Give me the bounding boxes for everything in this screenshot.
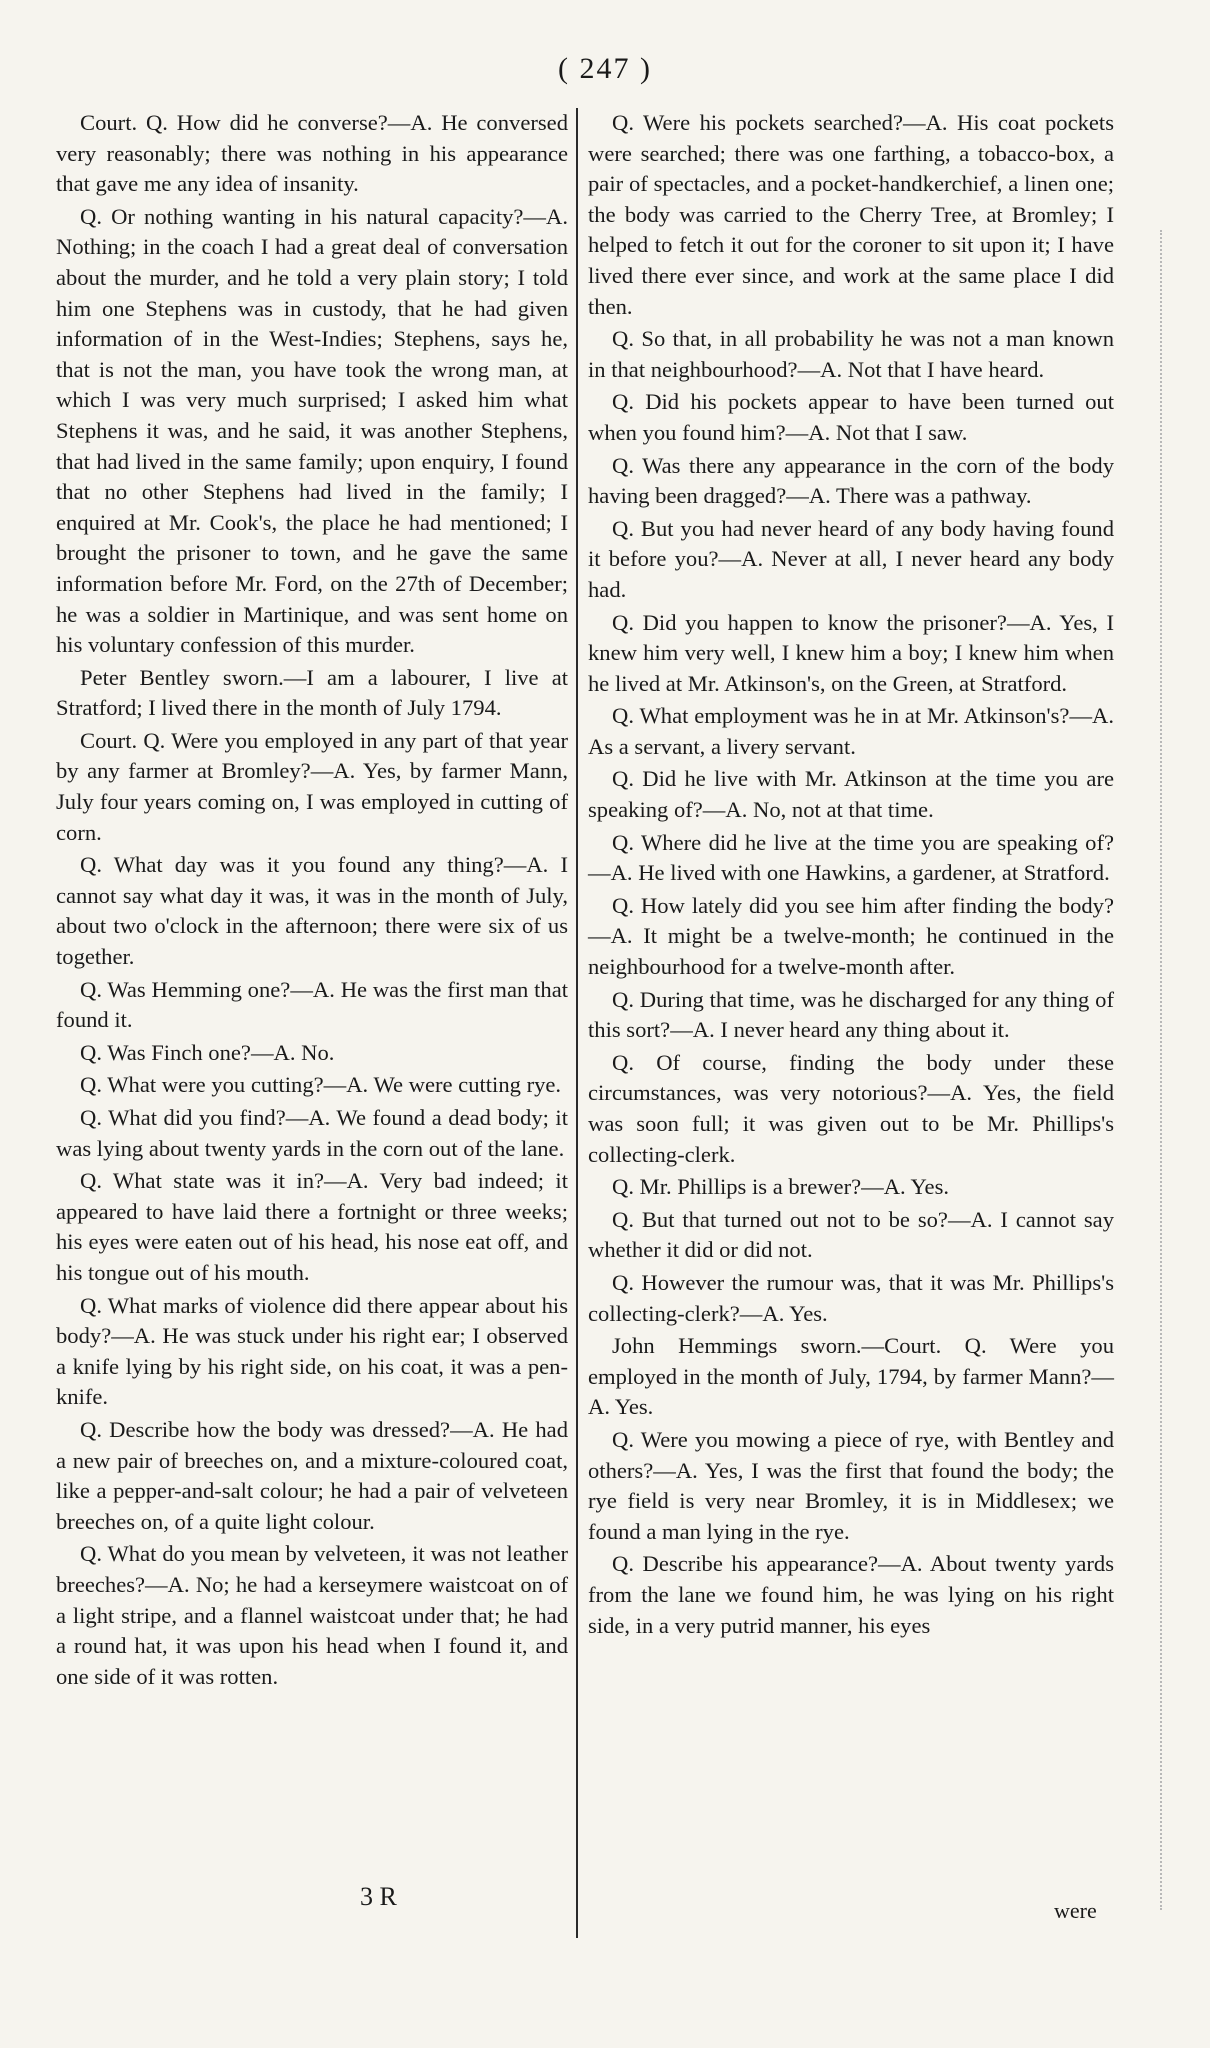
catchword: were	[1054, 1898, 1097, 1923]
paragraph: Q. Was there any appearance in the corn of the body having been dragged?—A. There was a pathway.	[588, 452, 1114, 509]
paragraph: Q. Of course, finding the body under these circumstances, was very notorious?—A. Yes, the field was soon full; it was given out to be Mr. Phillips's collecting-clerk.	[588, 1049, 1114, 1167]
paragraph: Q. Was Finch one?—A. No.	[80, 1039, 335, 1065]
paragraph: Q. Did he live with Mr. Atkinson at the time you are speaking of?—A. No, not at that time.	[588, 766, 1114, 823]
paragraph: Q. What employment was he in at Mr. Atkinson's?—A. As a servant, a livery servant.	[588, 703, 1114, 759]
paragraph: Q. Where did he live at the time you are speaking of?—A. He lived with one Hawkins, a gardener, at Stratford.	[588, 829, 1114, 886]
paragraph: Q. Mr. Phillips is a brewer?—A. Yes.	[612, 1174, 950, 1200]
left-column	[56, 108, 568, 1694]
paragraph: Q. What day was it you found any thing?—A. I cannot say what day it was, it was in the month of July, about two o'clock in the afternoon; there were six of us together.	[56, 852, 568, 970]
paragraph: Court. Q. How did he converse?—A. He conversed very reasonably; there was nothing in his appearance that gave me any idea of insanity.	[56, 110, 568, 197]
column-divider	[576, 108, 578, 1938]
paragraph: Q. Were his pockets searched?—A. His coat pockets were searched; there was one farthing, a tobacco-box, a pair of spectacles, and a pocket-handkerchief, a linen one; the body was carried to the Cherry Tree, at Bromley; I helped to fetch it out for the coroner to sit upon it; I have lived there ever since, and work at the same place I did then.	[588, 110, 1114, 319]
scan-edge-noise	[1160, 230, 1164, 1910]
paragraph: Q. But that turned out not to be so?—A. I cannot say whether it did or did not.	[588, 1206, 1114, 1263]
signature-mark: 3 R	[360, 1882, 397, 1911]
page-number: ( 247 )	[558, 52, 652, 85]
paragraph: Peter Bentley sworn.—I am a labourer, I live at Stratford; I lived there in the month of July 1794.	[56, 664, 568, 721]
paragraph: Q. How lately did you see him after finding the body?—A. It might be a twelve-month; he continued in the neighbourhood for a twelve-month after.	[588, 892, 1114, 980]
paragraph: Q. Was Hemming one?—A. He was the first man that found it.	[56, 976, 568, 1033]
paragraph: Q. Did his pockets appear to have been turned out when you found him?—A. Not that I saw.	[588, 389, 1114, 445]
right-column	[588, 108, 1114, 1643]
paragraph: Q. Or nothing wanting in his natural capacity?—A. Nothing; in the coach I had a great deal of conversation about the murder, and he told a very plain story; I told him one Stephens was in custody, that he had given information of in the West-Indies; Stephens, says he, that is not the man, you have took the wrong man, at which I was very much surprised; I asked him what Stephens it was, and he said, it was another Stephens, that had lived in the same family; upon enquiry, I found that no other Stephens had lived in the family; I enquired at Mr. Cook's, the place he had mentioned; I brought the prisoner to town, and he gave the same information before Mr. Ford, on the 27th of December; he was a soldier in Martinique, and was sent home on his voluntary confession of this murder.	[56, 203, 568, 658]
paragraph: Q. Describe how the body was dressed?—A. He had a new pair of breeches on, and a mixture-coloured coat, like a pepper-and-salt colour; he had a pair of velveteen breeches on, of a quite light colour.	[56, 1416, 568, 1534]
paragraph: Q. What did you find?—A. We found a dead body; it was lying about twenty yards in the corn out of the lane.	[56, 1105, 568, 1161]
paragraph: Q. Were you mowing a piece of rye, with Bentley and others?—A. Yes, I was the first that found the body; the rye field is very near Bromley, it is in Middlesex; we found a man lying in the rye.	[588, 1426, 1114, 1544]
paragraph: Q. What marks of violence did there appear about his body?—A. He was stuck under his right ear; I observed a knife lying by his right side, on his coat, it was a pen-knife.	[56, 1292, 568, 1410]
paragraph: Q. What do you mean by velveteen, it was not leather breeches?—A. No; he had a kerseymere waistcoat on of a light stripe, and a flannel waistcoat under that; he had a round hat, it was upon his head when I found it, and one side of it was rotten.	[56, 1541, 568, 1689]
paragraph: Q. During that time, was he discharged for any thing of this sort?—A. I never heard any thing about it.	[588, 986, 1114, 1043]
paragraph: Q. So that, in all probability he was not a man known in that neighbourhood?—A. Not that I have heard.	[588, 326, 1114, 382]
paragraph: Court. Q. Were you employed in any part of that year by any farmer at Bromley?—A. Yes, by farmer Mann, July four years coming on, I was employed in cutting of corn.	[56, 727, 568, 845]
paragraph: Q. Describe his appearance?—A. About twenty yards from the lane we found him, he was lying on his right side, in a very putrid manner, his eyes	[588, 1551, 1114, 1638]
paragraph: Q. What state was it in?—A. Very bad indeed; it appeared to have laid there a fortnight or three weeks; his eyes were eaten out of his head, his nose eat off, and his tongue out of his mouth.	[56, 1168, 568, 1285]
paragraph: John Hemmings sworn.—Court. Q. Were you employed in the month of July, 1794, by farmer Mann?—A. Yes.	[588, 1333, 1114, 1420]
paragraph: Q. But you had never heard of any body having found it before you?—A. Never at all, I never heard any body had.	[588, 515, 1114, 602]
paragraph: Q. However the rumour was, that it was Mr. Phillips's collecting-clerk?—A. Yes.	[588, 1269, 1114, 1326]
paragraph: Q. What were you cutting?—A. We were cutting rye.	[80, 1072, 562, 1098]
paragraph: Q. Did you happen to know the prisoner?—A. Yes, I knew him very well, I knew him a boy; I knew him when he lived at Mr. Atkinson's, on the Green, at Stratford.	[588, 609, 1114, 696]
